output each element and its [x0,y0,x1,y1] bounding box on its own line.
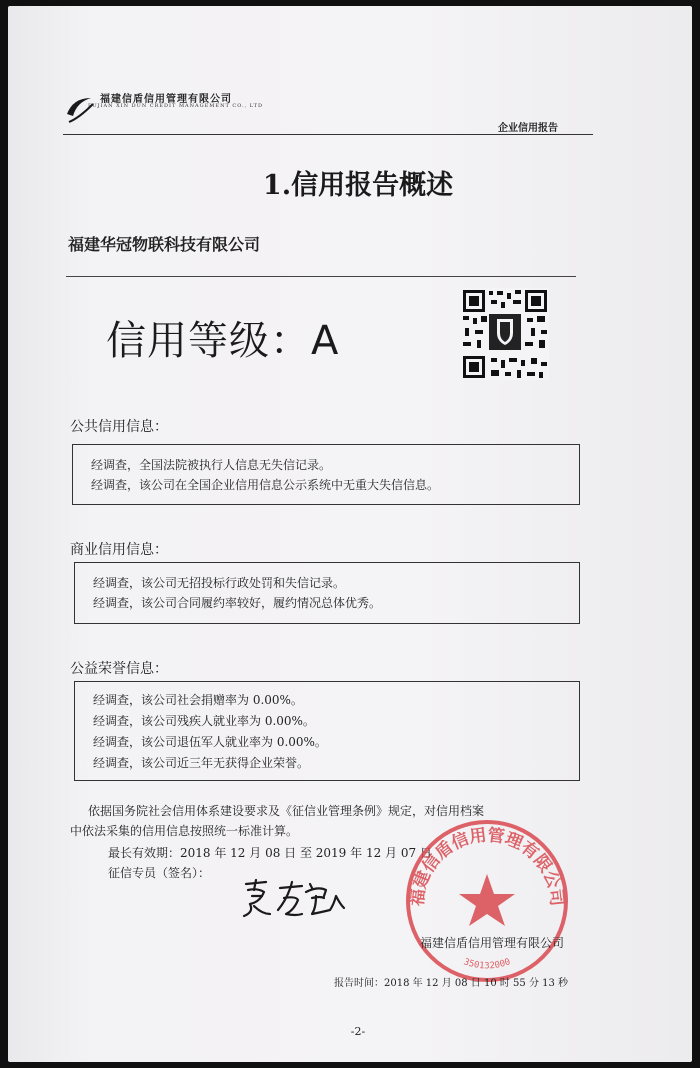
page-title: 1.信用报告概述 [262,170,454,201]
public-welfare-line: 经调查，该公司近三年无获得企业荣誉。 [93,756,310,770]
public-welfare-line: 经调查，该公司社会捐赠率为 0.00%。 [93,693,303,707]
handwritten-signature [240,874,360,922]
commercial-credit-line: 经调查，该公司无招投标行政处罚和失信记录。 [93,576,346,590]
header-divider [63,134,593,135]
public-credit-line: 经调查，该公司在全国企业信用信息公示系统中无重大失信信息。 [91,478,440,492]
subject-divider [66,276,576,277]
basis-statement-line2: 中依法采集的信用信息按照统一标准计算。 [70,824,299,838]
svg-text:福建信盾信用管理有限公司: 福建信盾信用管理有限公司 [407,825,567,908]
qr-code-icon[interactable] [461,288,549,380]
validity-period: 最长有效期：2018 年 12 月 08 日 至 2019 年 12 月 07 日 [108,846,432,860]
report-time: 报告时间：2018 年 12 月 08 日 10 时 55 分 13 秒 [334,978,569,989]
public-welfare-box [74,681,580,781]
public-credit-title: 公共信用信息： [70,419,168,435]
report-page [8,6,692,1062]
basis-statement-line1: 依据国务院社会信用体系建设要求及《征信业管理条例》规定，对信用档案 [88,804,485,818]
public-credit-box [72,444,580,505]
issuer-company: 福建信盾信用管理有限公司 [420,936,565,950]
company-logo-icon [63,92,97,126]
commercial-credit-title: 商业信用信息： [70,542,168,558]
public-welfare-line: 经调查，该公司残疾人就业率为 0.00%。 [93,714,315,728]
public-credit-line: 经调查，全国法院被执行人信息无失信记录。 [91,458,332,472]
company-header-en: FUJIAN XIN DUN CREDIT MANAGEMENT CO., LTD [88,103,264,109]
page-number: -2- [350,1025,366,1038]
company-seal [402,816,572,986]
public-welfare-line: 经调查，该公司退伍军人就业率为 0.00%。 [93,735,327,749]
credit-grade: 信用等级：A [106,318,340,364]
public-welfare-title: 公益荣誉信息： [70,661,168,677]
report-type-label: 企业信用报告 [498,123,558,134]
commercial-credit-box [74,562,580,624]
svg-text:350132000: 350132000 [462,957,512,972]
commercial-credit-line: 经调查，该公司合同履约率较好，履约情况总体优秀。 [93,596,382,610]
company-header-cn: 福建信盾信用管理有限公司 [100,94,232,105]
credit-officer-label: 征信专员（签名）： [108,866,211,880]
subject-company: 福建华冠物联科技有限公司 [68,235,261,254]
